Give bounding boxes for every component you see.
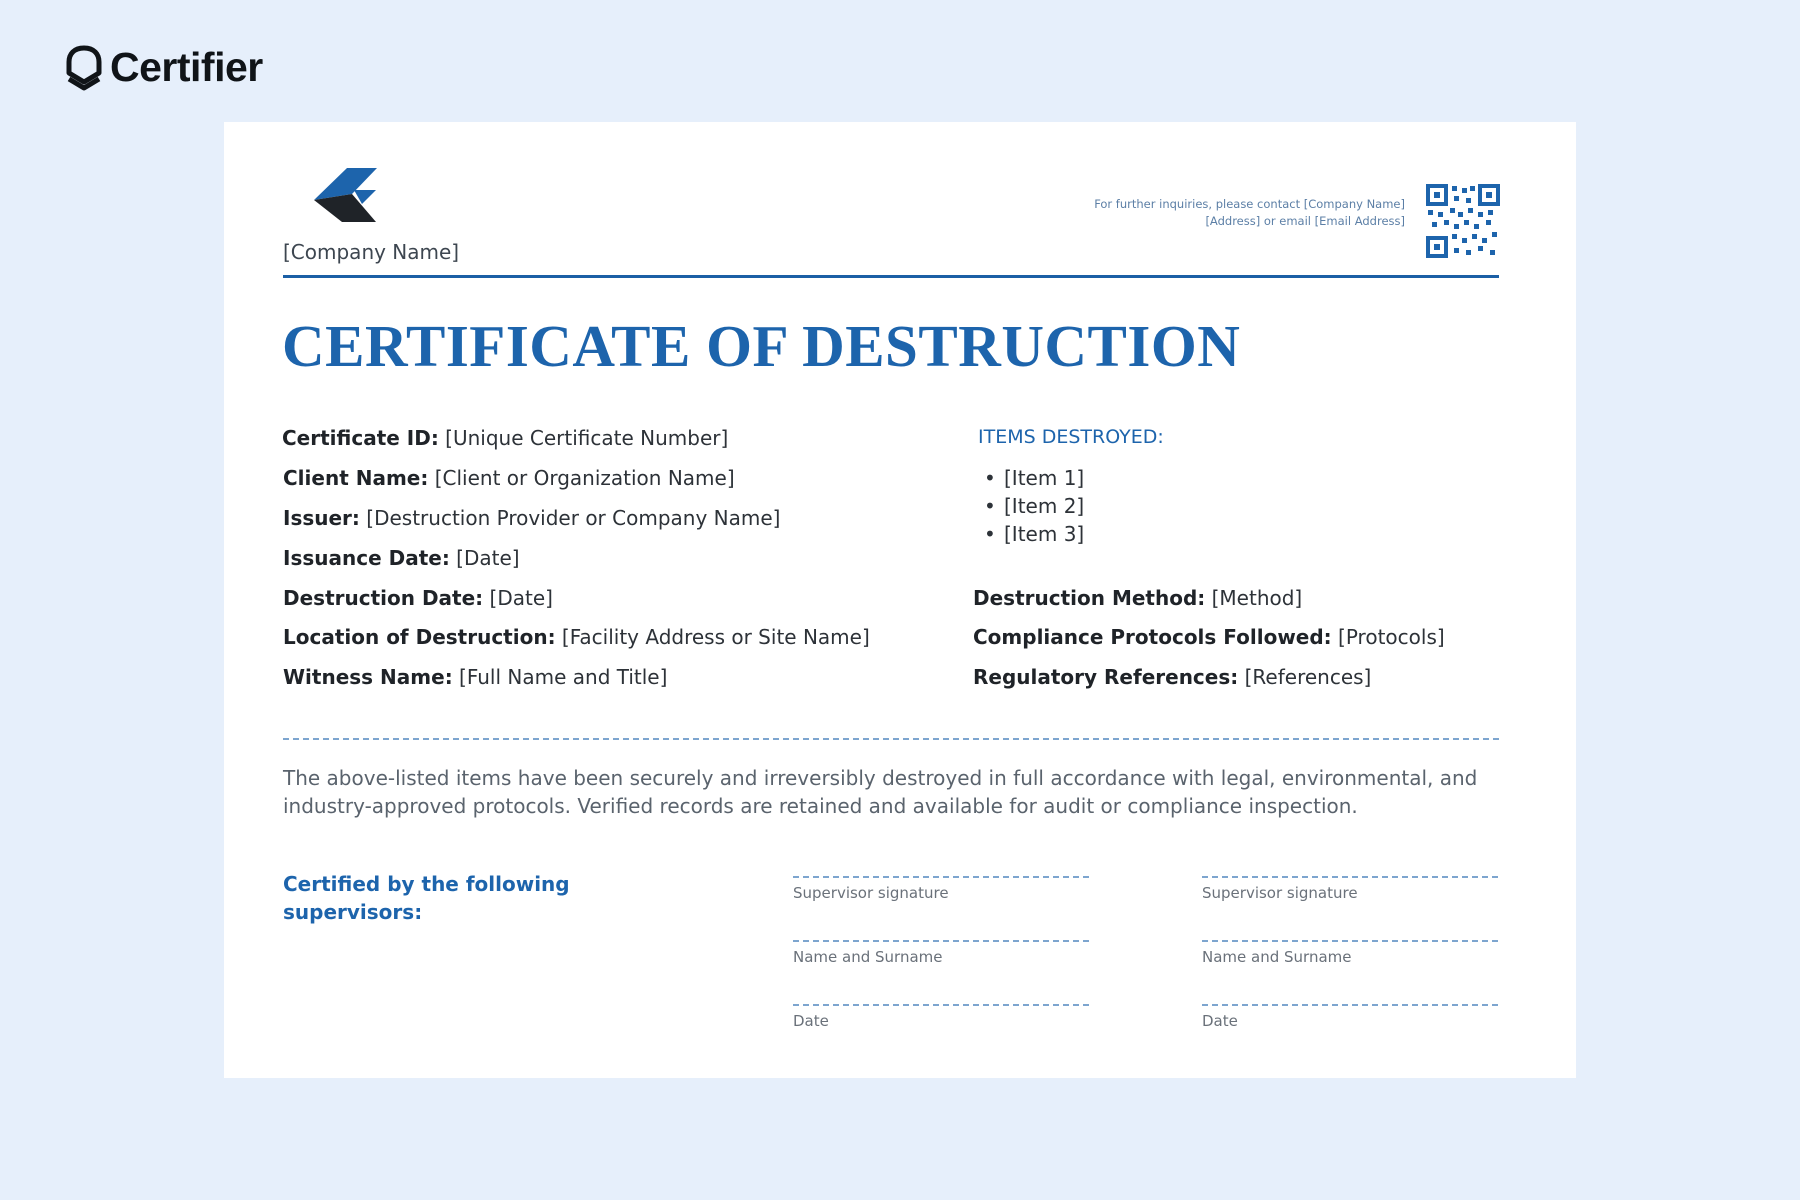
contact-line-2: [Address] or email [Email Address] <box>1205 214 1405 228</box>
field-value: [Method] <box>1205 586 1303 610</box>
certifier-brand <box>66 44 263 91</box>
field-label: Client Name: <box>283 466 429 490</box>
certificate-title: CERTIFICATE OF DESTRUCTION <box>282 313 1241 379</box>
header-divider <box>283 275 1499 278</box>
field-value: [References] <box>1238 665 1372 689</box>
field-value: [Client or Organization Name] <box>428 466 735 490</box>
field-compliance-protocols <box>973 625 1445 649</box>
item-text: [Item 2] <box>1004 494 1085 518</box>
field-regulatory-references <box>973 665 1371 689</box>
items-destroyed-list <box>984 464 1084 548</box>
contact-line-1: For further inquiries, please contact [Company Name] <box>1094 197 1405 211</box>
field-value: [Facility Address or Site Name] <box>555 625 870 649</box>
item-text: [Item 1] <box>1004 466 1085 490</box>
field-value: [Date] <box>449 546 520 570</box>
destruction-statement: The above-listed items have been securely and irreversibly destroyed in full accordance with legal, environmental, and industry-approved protocols. Verified records are retained and available for audit or compliance inspection. <box>283 766 1478 818</box>
bullet: • <box>984 466 996 490</box>
bullet: • <box>984 522 996 546</box>
list-item <box>984 520 1084 548</box>
section-divider <box>283 738 1499 740</box>
contact-info <box>985 196 1405 230</box>
field-issuance-date <box>283 546 520 570</box>
bullet: • <box>984 494 996 518</box>
field-value: [Protocols] <box>1331 625 1445 649</box>
name-line <box>793 940 1089 942</box>
certifier-logo-icon <box>66 45 102 91</box>
field-issuer <box>283 506 780 530</box>
signature-line <box>1202 876 1498 878</box>
field-label: Regulatory References: <box>973 665 1239 689</box>
certified-by-heading: Certified by the following supervisors: <box>283 872 570 924</box>
certificate-card <box>224 122 1576 1078</box>
field-witness-name <box>283 665 667 689</box>
field-client-name <box>283 466 735 490</box>
supervisor-signature-label: Supervisor signature <box>793 884 949 902</box>
field-label: Destruction Date: <box>283 586 484 610</box>
field-value: [Full Name and Title] <box>452 665 668 689</box>
company-name: [Company Name] <box>283 240 460 264</box>
name-and-surname-label: Name and Surname <box>793 948 943 966</box>
name-and-surname-label: Name and Surname <box>1202 948 1352 966</box>
field-destruction-method <box>973 586 1302 610</box>
company-logo-icon <box>314 164 380 224</box>
item-text: [Item 3] <box>1004 522 1085 546</box>
qr-code-icon <box>1426 184 1500 258</box>
list-item <box>984 464 1084 492</box>
field-label: Issuance Date: <box>283 546 450 570</box>
date-line <box>793 1004 1089 1006</box>
supervisor-signature-label: Supervisor signature <box>1202 884 1358 902</box>
field-label: Certificate ID: <box>282 426 439 450</box>
date-label: Date <box>793 1012 829 1030</box>
date-line <box>1202 1004 1498 1006</box>
brand-name: Certifier <box>110 44 263 90</box>
field-label: Compliance Protocols Followed: <box>973 625 1332 649</box>
field-certificate-id <box>282 426 728 450</box>
field-value: [Unique Certificate Number] <box>438 426 729 450</box>
items-destroyed-heading: ITEMS DESTROYED: <box>978 426 1164 448</box>
signature-line <box>793 876 1089 878</box>
field-location-of-destruction <box>283 625 870 649</box>
field-value: [Destruction Provider or Company Name] <box>359 506 781 530</box>
field-destruction-date <box>283 586 553 610</box>
field-label: Destruction Method: <box>973 586 1206 610</box>
date-label: Date <box>1202 1012 1238 1030</box>
name-line <box>1202 940 1498 942</box>
field-label: Issuer: <box>283 506 360 530</box>
field-value: [Date] <box>483 586 553 610</box>
list-item <box>984 492 1084 520</box>
field-label: Witness Name: <box>283 665 453 689</box>
field-label: Location of Destruction: <box>283 625 556 649</box>
